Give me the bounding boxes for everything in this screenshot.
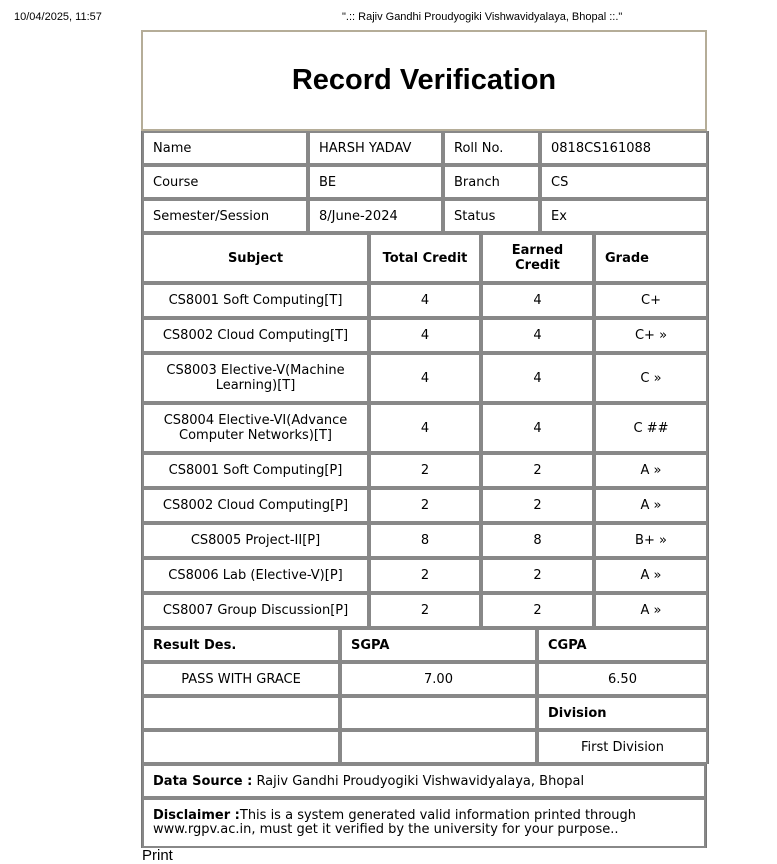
grade-cell: C+ » <box>594 318 708 353</box>
earned-credit-header: Earned Credit <box>481 233 594 283</box>
grade-header: Grade <box>594 233 708 283</box>
empty-cell <box>340 730 537 764</box>
earned-credit-cell: 2 <box>481 593 594 628</box>
earned-credit-cell: 4 <box>481 353 594 403</box>
grade-cell: A » <box>594 558 708 593</box>
division-value-row <box>142 730 708 764</box>
subject-cell: CS8004 Elective-VI(Advance Computer Networks)[T] <box>142 403 369 453</box>
subject-cell: CS8001 Soft Computing[P] <box>142 453 369 488</box>
info-row <box>142 165 708 199</box>
result-label: Result Des. <box>142 628 340 662</box>
status-label: Status <box>443 199 540 233</box>
data-source-label: Data Source : <box>153 773 253 789</box>
print-button[interactable]: Print <box>142 847 173 864</box>
subject-cell: CS8001 Soft Computing[T] <box>142 283 369 318</box>
sgpa-value: 7.00 <box>340 662 537 696</box>
total-credit-cell: 4 <box>369 318 481 353</box>
grades-header-row <box>142 233 708 283</box>
subject-cell: CS8005 Project-II[P] <box>142 523 369 558</box>
subject-cell: CS8007 Group Discussion[P] <box>142 593 369 628</box>
grade-cell: A » <box>594 488 708 523</box>
print-datetime: 10/04/2025, 11:57 <box>14 11 102 23</box>
grade-cell: A » <box>594 593 708 628</box>
grade-row <box>142 283 708 318</box>
status-value: Ex <box>540 199 708 233</box>
total-credit-cell: 4 <box>369 283 481 318</box>
branch-value: CS <box>540 165 708 199</box>
total-credit-cell: 2 <box>369 488 481 523</box>
result-table <box>141 628 709 764</box>
info-row <box>142 199 708 233</box>
earned-credit-cell: 4 <box>481 403 594 453</box>
data-source <box>142 764 706 798</box>
subject-cell: CS8003 Elective-V(Machine Learning)[T] <box>142 353 369 403</box>
subject-cell: CS8006 Lab (Elective-V)[P] <box>142 558 369 593</box>
empty-cell <box>142 696 340 730</box>
semester-value: 8/June-2024 <box>308 199 443 233</box>
disclaimer-text: This is a system generated valid information printed through www.rgpv.ac.in, must get it verified by the university for your purpose.. <box>153 808 637 837</box>
empty-cell <box>142 730 340 764</box>
sgpa-label: SGPA <box>340 628 537 662</box>
result-value-row <box>142 662 708 696</box>
grade-cell: B+ » <box>594 523 708 558</box>
grade-row <box>142 488 708 523</box>
subject-cell: CS8002 Cloud Computing[T] <box>142 318 369 353</box>
grade-row <box>142 523 708 558</box>
course-label: Course <box>142 165 308 199</box>
total-credit-cell: 8 <box>369 523 481 558</box>
name-value: HARSH YADAV <box>308 131 443 165</box>
grade-cell: A » <box>594 453 708 488</box>
result-value: PASS WITH GRACE <box>142 662 340 696</box>
total-credit-header: Total Credit <box>369 233 481 283</box>
title-box <box>141 30 707 131</box>
footer-table <box>141 764 707 848</box>
roll-value: 0818CS161088 <box>540 131 708 165</box>
grades-table <box>141 233 709 628</box>
empty-cell <box>340 696 537 730</box>
roll-label: Roll No. <box>443 131 540 165</box>
disclaimer-label: Disclaimer : <box>153 808 240 823</box>
cgpa-value: 6.50 <box>537 662 708 696</box>
grade-cell: C » <box>594 353 708 403</box>
grade-cell: C ## <box>594 403 708 453</box>
total-credit-cell: 2 <box>369 453 481 488</box>
subject-cell: CS8002 Cloud Computing[P] <box>142 488 369 523</box>
earned-credit-cell: 8 <box>481 523 594 558</box>
data-source-value: Rajiv Gandhi Proudyogiki Vishwavidyalaya, Bhopal <box>256 773 585 789</box>
data-source-row <box>142 764 706 798</box>
total-credit-cell: 4 <box>369 353 481 403</box>
earned-credit-cell: 2 <box>481 453 594 488</box>
grade-row <box>142 353 708 403</box>
earned-credit-cell: 2 <box>481 558 594 593</box>
cgpa-label: CGPA <box>537 628 708 662</box>
subject-header: Subject <box>142 233 369 283</box>
disclaimer-row <box>142 798 706 848</box>
division-value: First Division <box>537 730 708 764</box>
grade-row <box>142 453 708 488</box>
record-sheet <box>141 30 707 848</box>
grade-cell: C+ <box>594 283 708 318</box>
info-row <box>142 131 708 165</box>
branch-label: Branch <box>443 165 540 199</box>
result-header-row <box>142 628 708 662</box>
disclaimer <box>142 798 706 848</box>
grade-row <box>142 593 708 628</box>
total-credit-cell: 2 <box>369 558 481 593</box>
total-credit-cell: 4 <box>369 403 481 453</box>
student-info-table <box>141 131 709 233</box>
page-title: Record Verification <box>291 64 557 96</box>
semester-label: Semester/Session <box>142 199 308 233</box>
grade-row <box>142 403 708 453</box>
course-value: BE <box>308 165 443 199</box>
earned-credit-cell: 4 <box>481 283 594 318</box>
name-label: Name <box>142 131 308 165</box>
print-page-title: ".:: Rajiv Gandhi Proudyogiki Vishwavidyalaya, Bhopal ::." <box>342 11 623 23</box>
total-credit-cell: 2 <box>369 593 481 628</box>
grade-row <box>142 318 708 353</box>
earned-credit-cell: 2 <box>481 488 594 523</box>
division-label-row <box>142 696 708 730</box>
grade-row <box>142 558 708 593</box>
division-label: Division <box>537 696 708 730</box>
earned-credit-cell: 4 <box>481 318 594 353</box>
